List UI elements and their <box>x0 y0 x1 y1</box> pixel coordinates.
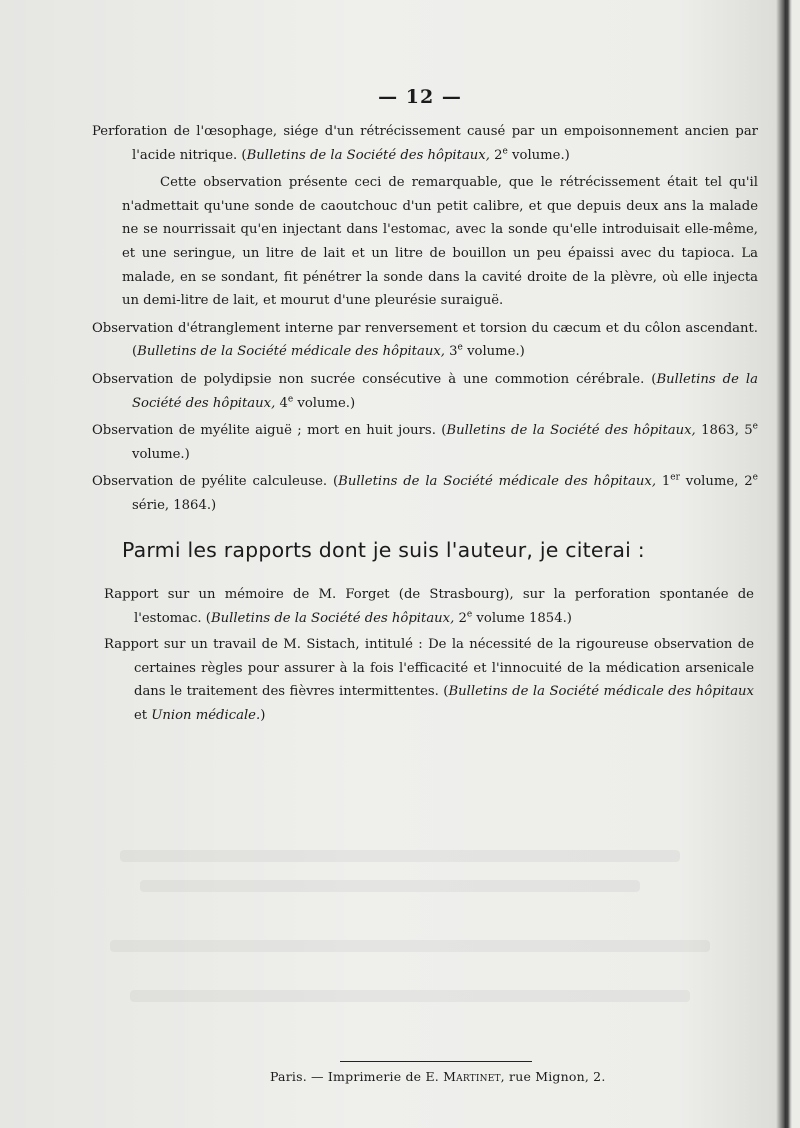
observation-source: Bulletins de la Société des hôpitaux, <box>246 147 490 163</box>
observation-entry-1: Perforation de l'œsophage, siége d'un rétrécissement causé par un empoisonnement ancien par l'acide nitrique. (Bulletins de la Société des hôpitaux, 2e volume.) <box>92 124 758 163</box>
observation-text: Perforation de l'œsophage, siége d'un rétrécissement causé par un empoisonnement ancien par l'acide nitrique. ( <box>92 124 758 163</box>
observations-list <box>92 120 758 522</box>
report-entry-2: Rapport sur un travail de M. Sistach, intitulé : De la nécessité de la rigoureuse observation de certaines règles pour assurer à la fois l'efficacité et l'innocuité de la médication arsenicale dans le traitement des fièvres intermittentes. (Bulletins de la Société médicale des hôpitaux et Union médicale.) <box>104 637 754 723</box>
observation-text: Observation de polydipsie non sucrée consécutive à une commotion cérébrale. ( <box>92 371 657 387</box>
report-text: Rapport sur un travail de M. Sistach, intitulé : De la nécessité de la rigoureuse observation de certaines règles pour assurer à la fois l'efficacité et l'innocuité de la médication arsenicale dans le traitement des fièvres intermittentes. ( <box>104 637 754 700</box>
observation-text: Observation d'étranglement interne par renversement et torsion du cæcum et du côlon ascendant. ( <box>92 320 758 360</box>
report-text: Rapport sur un mémoire de M. Forget (de Strasbourg), sur la perforation spontanée de l'estomac. ( <box>104 587 754 626</box>
section-heading: Parmi les rapports dont je suis l'auteur, je citerai : <box>122 538 645 562</box>
observation-commentary: Cette observation présente ceci de remarquable, que le rétrécissement était tel qu'il n'admettait qu'une sonde de caoutchouc d'un petit calibre, et que depuis deux ans la malade ne se nourrissait qu'en injectant dans l'estomac, avec la sonde qu'elle introduisait elle-même, et une seringue, un litre de lait et un litre de bouillon un peu épaissi avec du tapioca. La malade, en se sondant, fit pénétrer la sonde dans la cavité droite de la plèvre, où elle injecta un demi-litre de lait, et mourut d'une pleurésie suraiguë. <box>122 175 758 309</box>
report-source: Bulletins de la Société médicale des hôpitaux <box>448 684 754 700</box>
observation-entry-2: Observation d'étranglement interne par renversement et torsion du cæcum et du côlon ascendant. (Bulletins de la Société médicale des hôpitaux, 3e volume.) <box>92 320 758 360</box>
bleed-through-text <box>110 940 710 952</box>
footer-rule <box>340 1061 532 1062</box>
page-number: — 12 — <box>378 86 462 108</box>
bleed-through-text <box>140 880 640 892</box>
observation-source: Bulletins de la Société des hôpitaux, <box>132 371 759 411</box>
observation-text: Observation de myélite aiguë ; mort en huit jours. ( <box>92 423 447 439</box>
observation-entry-3: Observation de polydipsie non sucrée consécutive à une commotion cérébrale. (Bulletins de la Société des hôpitaux, 4e volume.) <box>92 371 759 411</box>
binding-edge-shadow <box>784 0 790 1128</box>
observation-source: Bulletins de la Société médicale des hôpitaux, <box>137 344 445 360</box>
report-source: Bulletins de la Société des hôpitaux, <box>210 610 455 626</box>
observation-source: Bulletins de la Société médicale des hôpitaux, <box>338 474 657 490</box>
reports-list <box>104 583 754 731</box>
printer-imprint: Paris. — Imprimerie de E. Martinet, rue Mignon, 2. <box>270 1069 606 1084</box>
report-source-2: Union médicale. <box>151 707 261 723</box>
report-entry-1: Rapport sur un mémoire de M. Forget (de Strasbourg), sur la perforation spontanée de l'estomac. (Bulletins de la Société des hôpitaux, 2e volume 1854.) <box>104 587 754 626</box>
bleed-through-text <box>120 850 680 862</box>
observation-entry-5: Observation de pyélite calculeuse. (Bulletins de la Société médicale des hôpitaux, 1er volume, 2e série, 1864.) <box>92 472 758 513</box>
bleed-through-text <box>130 990 690 1002</box>
observation-source: Bulletins de la Société des hôpitaux, <box>446 423 696 439</box>
observation-text: Observation de pyélite calculeuse. ( <box>92 474 339 490</box>
observation-entry-4: Observation de myélite aiguë ; mort en huit jours. (Bulletins de la Société des hôpitaux, 1863, 5e volume.) <box>92 421 758 462</box>
